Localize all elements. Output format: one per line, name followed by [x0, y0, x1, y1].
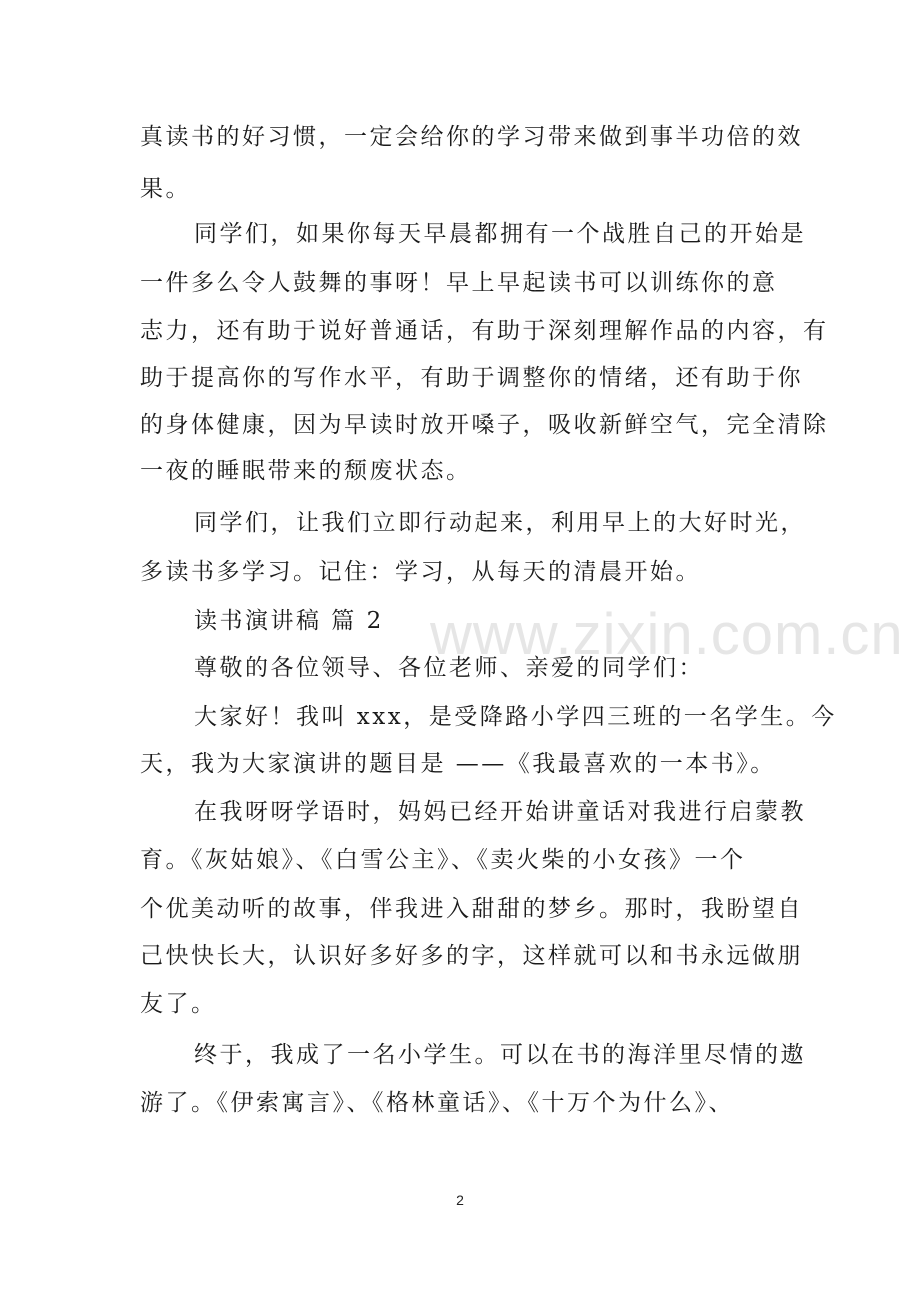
paragraph-first-line: 大家好！我叫 xxx，是受降路小学四三班的一名学生。今	[194, 704, 837, 730]
text-line: 友了。	[140, 991, 217, 1017]
salutation: 尊敬的各位领导、各位老师、亲爱的同学们：	[194, 655, 704, 681]
paragraph-first-line: 在我呀呀学语时，妈妈已经开始讲童话对我进行启蒙教	[194, 799, 806, 825]
text-line: 果。	[140, 176, 191, 202]
text-line: 志力，还有助于说好普通话，有助于深刻理解作品的内容，有	[140, 318, 829, 344]
text-line: 的身体健康，因为早读时放开嗓子，吸收新鲜空气，完全清除	[140, 412, 829, 438]
section-heading: 读书演讲稿 篇 2	[194, 608, 384, 634]
text-line: 己快快长大，认识好多好多的字，这样就可以和书永远做朋	[140, 943, 803, 969]
text-line: 一件多么令人鼓舞的事呀！早上早起读书可以训练你的意	[140, 270, 778, 296]
paragraph-first-line: 同学们，如果你每天早晨都拥有一个战胜自己的开始是	[194, 221, 806, 247]
page-number: 2	[456, 1192, 464, 1208]
text-line: 个优美动听的故事，伴我进入甜甜的梦乡。那时，我盼望自	[140, 896, 803, 922]
watermark: www.zixin.com.cn	[430, 602, 904, 667]
text-line: 一夜的睡眠带来的颓废状态。	[140, 458, 472, 484]
paragraph-first-line: 同学们，让我们立即行动起来，利用早上的大好时光，	[194, 510, 806, 536]
text-line: 天，我为大家演讲的题目是 ——《我最喜欢的一本书》。	[140, 751, 776, 777]
text-line: 育。《灰姑娘》、《白雪公主》、《卖火柴的小女孩》一个	[140, 847, 746, 873]
text-line: 游了。《伊索寓言》、《格林童话》、《十万个为什么》、	[140, 1090, 734, 1116]
text-line: 助于提高你的写作水平，有助于调整你的情绪，还有助于你	[140, 365, 803, 391]
paragraph-first-line: 终于，我成了一名小学生。可以在书的海洋里尽情的遨	[194, 1042, 806, 1068]
text-line: 多读书多学习。记住：学习，从每天的清晨开始。	[140, 559, 701, 585]
text-line: 真读书的好习惯，一定会给你的学习带来做到事半功倍的效	[140, 124, 803, 150]
